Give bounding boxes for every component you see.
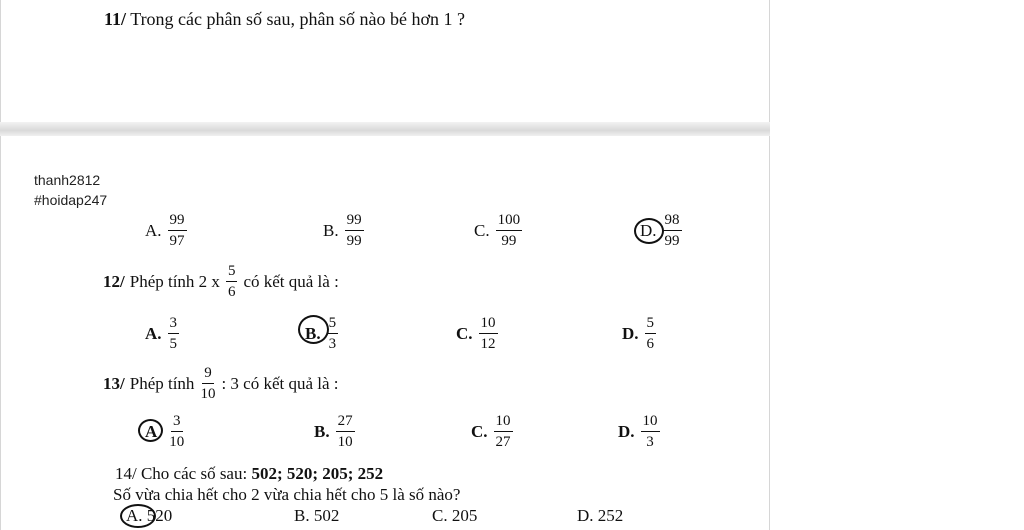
denominator: 10 — [200, 386, 216, 402]
option-fraction — [168, 316, 180, 352]
denominator: 99 — [664, 233, 680, 249]
q14-option-a[interactable]: A. 520 — [126, 506, 173, 525]
question-11-title — [104, 9, 465, 30]
denominator: 27 — [495, 434, 511, 450]
q13-option-d[interactable] — [618, 414, 660, 450]
denominator: 6 — [646, 336, 655, 352]
option-letter: B. — [323, 221, 339, 240]
option-letter: C. — [471, 422, 488, 441]
question-12-number: 12/ — [103, 272, 125, 291]
numerator: 5 — [327, 316, 339, 334]
numerator: 10 — [641, 414, 660, 432]
question-14-numbers: 502; 520; 205; 252 — [251, 464, 384, 483]
option-fraction — [641, 414, 660, 450]
numerator: 9 — [202, 366, 214, 384]
option-letter: A. — [145, 221, 162, 240]
q14-option-c[interactable]: C. 205 — [432, 506, 478, 525]
option-letter: C. — [456, 324, 473, 343]
q14-answer-circle — [120, 504, 156, 528]
denominator: 3 — [646, 434, 654, 450]
option-fraction — [168, 213, 187, 249]
q13-answer-circle — [138, 419, 163, 442]
option-fraction — [169, 414, 184, 450]
option-letter: B. — [305, 324, 321, 343]
q14-option-b[interactable]: B. 502 — [294, 506, 340, 525]
q12-option-c[interactable] — [456, 316, 498, 352]
option-letter: A. — [145, 324, 162, 343]
question-12-prefix: Phép tính 2 x — [129, 272, 220, 291]
question-14-line-1 — [115, 464, 383, 484]
option-letter: D. — [618, 422, 635, 441]
watermark-user: thanh2812 — [34, 172, 101, 188]
numerator: 10 — [479, 316, 498, 334]
q13-option-c[interactable] — [471, 414, 513, 450]
option-fraction — [336, 414, 355, 450]
numerator: 99 — [345, 213, 364, 231]
denominator: 97 — [169, 233, 185, 249]
numerator: 27 — [336, 414, 355, 432]
denominator: 12 — [480, 336, 496, 352]
q11-option-c[interactable] — [474, 213, 522, 249]
q11-option-a[interactable] — [145, 213, 187, 249]
option-letter: A — [145, 422, 158, 441]
option-fraction — [327, 316, 339, 352]
question-11-text: Trong các phân số sau, phân số nào bé hơn 1 ? — [130, 9, 465, 29]
q11-answer-circle — [634, 218, 664, 244]
option-fraction — [494, 414, 513, 450]
question-12-suffix: có kết quả là : — [243, 272, 339, 291]
option-letter: C. — [474, 221, 490, 240]
q12-option-d[interactable] — [622, 316, 656, 352]
question-13-prefix: Phép tính — [129, 374, 195, 393]
q12-option-a[interactable] — [145, 316, 179, 352]
question-13-fraction — [200, 366, 215, 402]
numerator: 10 — [494, 414, 513, 432]
option-fraction — [496, 213, 523, 249]
question-13 — [103, 366, 339, 402]
numerator: 5 — [226, 264, 238, 282]
numerator: 98 — [663, 213, 682, 231]
denominator: 3 — [328, 336, 337, 352]
q13-option-b[interactable] — [314, 414, 355, 450]
option-fraction — [645, 316, 657, 352]
denominator: 99 — [501, 233, 517, 249]
option-letter: D. — [622, 324, 639, 343]
option-letter: B. — [314, 422, 330, 441]
question-14-prefix: 14/ Cho các số sau: — [115, 464, 248, 483]
question-11-number: 11/ — [104, 9, 127, 29]
watermark-tag: #hoidap247 — [34, 192, 108, 208]
option-letter: D. — [640, 221, 657, 240]
question-11-card — [0, 0, 770, 122]
numerator: 5 — [645, 316, 657, 334]
denominator: 99 — [346, 233, 362, 249]
question-12-fraction — [226, 264, 238, 300]
numerator: 100 — [496, 213, 523, 231]
question-14-line-2: Số vừa chia hết cho 2 vừa chia hết cho 5 là số nào? — [113, 485, 461, 504]
denominator: 10 — [169, 434, 185, 450]
option-fraction — [663, 213, 682, 249]
question-12 — [103, 264, 339, 300]
q11-option-b[interactable] — [323, 213, 364, 249]
option-fraction — [345, 213, 364, 249]
question-13-suffix: : 3 có kết quả là : — [221, 374, 339, 393]
option-fraction — [479, 316, 498, 352]
numerator: 3 — [168, 316, 180, 334]
numerator: 3 — [171, 414, 183, 432]
denominator: 5 — [169, 336, 178, 352]
q14-option-d[interactable]: D. 252 — [577, 506, 624, 525]
denominator: 6 — [227, 284, 236, 300]
page-separator — [0, 122, 770, 136]
numerator: 99 — [168, 213, 187, 231]
denominator: 10 — [337, 434, 353, 450]
q12-answer-circle — [298, 315, 329, 344]
question-13-number: 13/ — [103, 374, 125, 393]
